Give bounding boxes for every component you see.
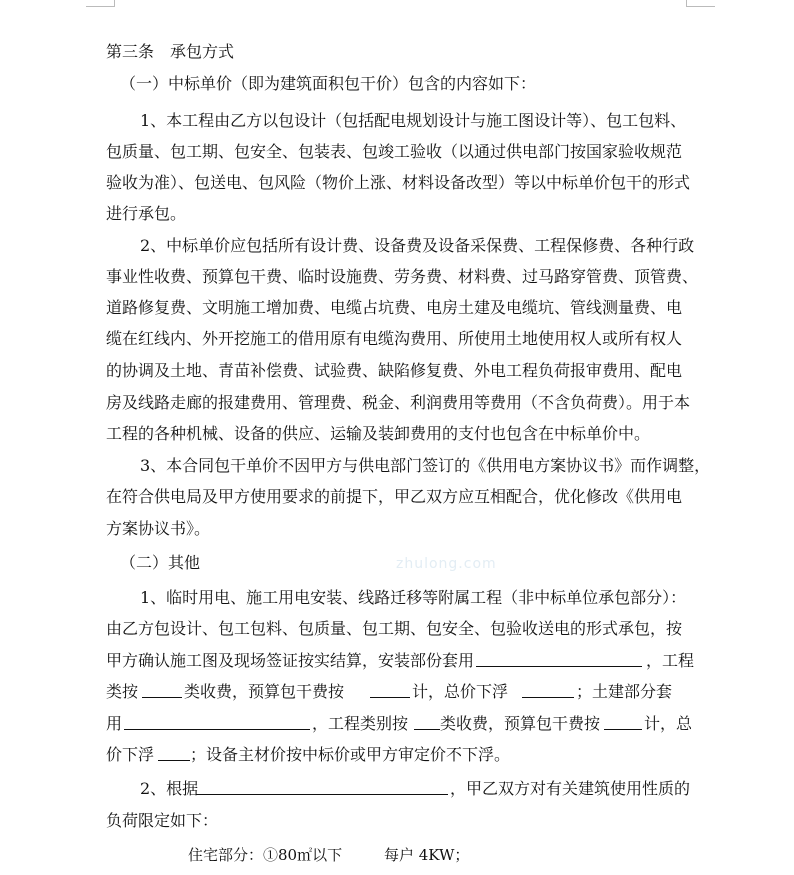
fill-in-blank[interactable] [158,745,190,761]
document-page: zhulong.com 第三条 承包方式 （一）中标单价（即为建筑面积包干价）包含的内容如下： 1、本工程由乙方以包设计（包括配电规划设计与施工图设计等）、包工包料、 包质量、包工期、包安全、包装表、包竣工验收（以通过供电部门按国家验收规范 验收为准）、包送电、包风险（物价上涨、材料设备改型）等以中标单价包干的形式 进行承包。 2、中标单价应包括所有设计费、设备费及设备采保费、工程保修费、各种行政 事业性收费、预算包干费、临时设施费、劳务费、材料费、过马路穿管费、顶管费、 道路修复费、文明施工增加费、电缆占坑费、电房土建及电缆坑、管线测量费、电 缆在红线内、外开挖施工的借用原有电缆沟费用、所使用土地使用权人或所有权人 的协调及土地、青苗补偿费、试验费、缺陷修复费、外电工程负荷报审费用、配电 房及线路走廊的报建费用、管理费、税金、利润费用等费用（不含负荷费）。用于本 工程的各种机械、设备的供应、运输及装卸费用的支付也包含在中标单价中。 3、本合同包干单价不因甲方与供电部门签订的《供用电方案协议书》而作调整， 在符合供电局及甲方使用要求的前提下，甲乙双方应互相配合，优化修改《供用电 方案协议书》。 （二）其他 1、临时用电、施工用电安装、线路迁移等附属工程（非中标单位承包部分）： 由乙方包设计、包工包料、包质量、包工期、包安全、包验收送电的形式承包，按 甲方确认施工图及现场签证按实结算，安装部份套用 ，工程 类按 类收费，预算包干费按 计，总价下浮 ；土建部分套 用 ，工程类别按 类收费，预算包干费按 计，总 价下浮 ；设备主材价按中标价或甲方审定价不下浮。 2、根据 ，甲乙双方对有关建筑使用性质的 负荷限定如下： 住宅部分：①80㎡以下 每户 4KW； [0,0,794,875]
fill-in-blank[interactable] [414,714,440,730]
corner-crop-mark-right [686,0,715,7]
fill-in-blank[interactable] [476,651,642,667]
corner-crop-mark-left [86,0,115,7]
fill-in-blank[interactable] [604,714,642,730]
fill-in-blank[interactable] [196,779,448,795]
fill-in-blank[interactable] [522,682,574,698]
fill-in-blank[interactable] [142,682,182,698]
fill-in-blank[interactable] [124,714,310,730]
fill-in-blank[interactable] [370,682,410,698]
watermark: zhulong.com [396,556,497,572]
